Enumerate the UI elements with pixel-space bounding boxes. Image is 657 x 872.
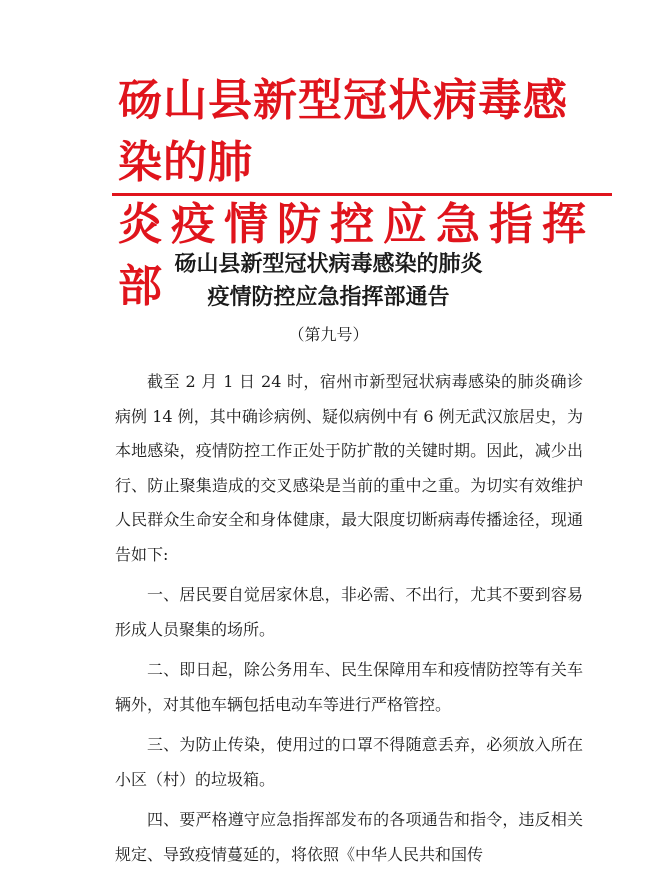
letterhead-line-2: 炎疫情防控应急指挥部 [118,199,595,312]
notice-number: （第九号） [288,325,369,344]
body-paragraph: 四、要严格遵守应急指挥部发布的各项通告和指令，违反相关规定、导致疫情蔓延的，将依照《中华人民共和国传 [115,810,583,864]
body-paragraph: 二、即日起，除公务用车、民生保障用车和疫情防控等有关车辆外，对其他车辆包括电动车等进行严格管控。 [115,660,583,714]
body-paragraph: 截至 2 月 1 日 24 时，宿州市新型冠状病毒感染的肺炎确诊病例 14 例，其中确诊病例、疑似病例中有 6 例无武汉旅居史，为本地感染，疫情防控工作正处于防扩散的关键时期。因此，减少出行、防止聚集造成的交叉感染是当前的重中之重。为切实有效维护人民群众生命安全和身体健康，最大限度切断病毒传播途径，现通告如下: [115,372,583,564]
body-paragraph: 一、居民要自觉居家休息，非必需、不出行，尤其不要到容易形成人员聚集的场所。 [115,585,583,639]
notice-title-line-1: 砀山县新型冠状病毒感染的肺炎 [174,251,483,277]
notice-body [115,365,583,872]
letterhead-line-1: 砀山县新型冠状病毒感染的肺 [118,75,568,188]
notice-title [0,248,657,314]
body-paragraph: 三、为防止传染，使用过的口罩不得随意丢弃，必须放入所在小区（村）的垃圾箱。 [115,735,583,789]
red-divider [112,193,612,196]
notice-title-line-2: 疫情防控应急指挥部通告 [207,284,450,310]
